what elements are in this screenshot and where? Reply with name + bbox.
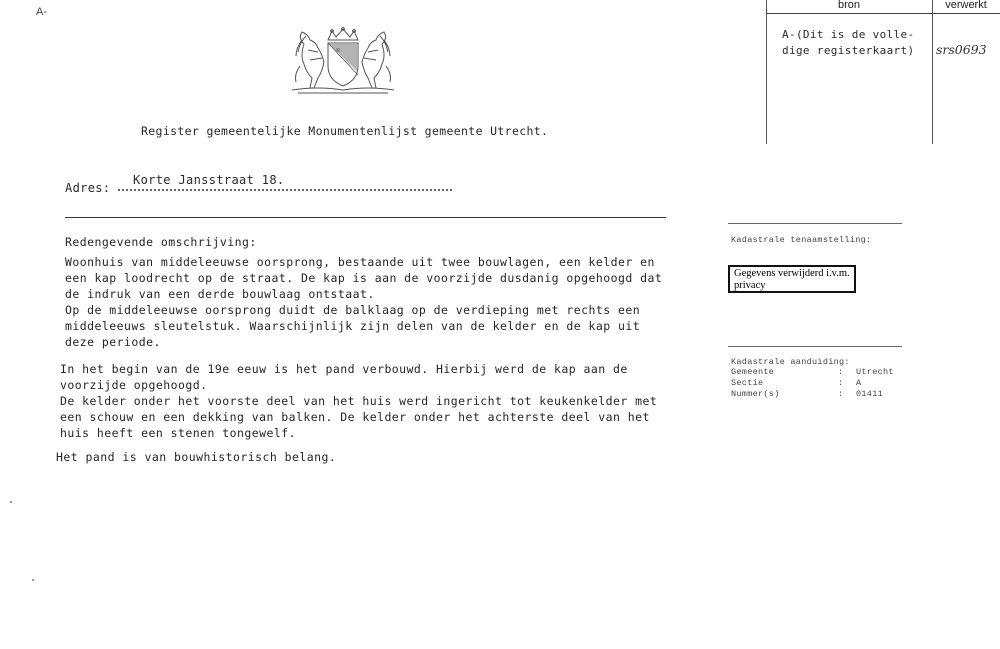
paragraph-2-line: huis heeft een stenen tongewelf. xyxy=(60,426,296,440)
cadastral-sep: : xyxy=(838,378,844,388)
paragraph-2-line: een schouw en een dekking van balken. De kelder onder het achterste deel van het xyxy=(60,410,650,424)
description-paragraph-3: Het pand is van bouwhistorisch belang. xyxy=(56,450,337,464)
utrecht-coat-of-arms-icon xyxy=(288,26,398,96)
privacy-notice: Gegevens verwijderd i.v.m. privacy xyxy=(728,265,856,293)
scan-speck xyxy=(32,579,34,581)
description-paragraph-2 xyxy=(60,361,657,441)
cadastral-designation-label: Kadastrale aanduiding: xyxy=(731,357,850,367)
paragraph-1-line: de indruk van een derde bouwlaag ontstaat. xyxy=(65,287,375,301)
paragraph-1-line: Op de middeleeuwse oorsprong duidt de balklaag op de verdieping met rechts een xyxy=(65,303,641,317)
cadastral-owner-label: Kadastrale tenaamstelling: xyxy=(731,235,872,245)
address-label: Adres: xyxy=(65,181,111,195)
paragraph-2-line: In het begin van de 19e eeuw is het pand verbouwd. Hierbij werd de kap aan de xyxy=(60,362,628,376)
bron-line-1: A-(Dit is de volle- xyxy=(782,28,915,41)
corner-mark: A- xyxy=(36,6,47,18)
paragraph-1-line: middeleeuws sleutelstuk. Waarschijnlijk zijn delen van de kelder en de kap uit xyxy=(65,319,641,333)
cadastral-sep: : xyxy=(838,367,844,377)
page-title: Register gemeentelijke Monumentenlijst gemeente Utrecht. xyxy=(141,124,549,138)
cadastral-key: Nummer(s) xyxy=(731,389,780,399)
cadastral-value: Utrecht xyxy=(856,367,894,377)
paragraph-1-line: deze periode. xyxy=(65,335,161,349)
description-paragraph-1 xyxy=(65,254,662,350)
cadastral-key: Sectie xyxy=(731,378,764,388)
cadastral-value: 01411 xyxy=(856,389,884,399)
verwerkt-header: verwerkt xyxy=(945,0,987,11)
paragraph-2-line: De kelder onder het voorste deel van het huis werd ingericht tot keukenkelder met xyxy=(60,394,658,408)
paragraph-2-line: voorzijde opgehoogd. xyxy=(60,378,208,392)
paragraph-1-line: een kap loodrecht op de straat. De kap is aan de voorzijde dusdanig opgehoogd dat xyxy=(65,271,663,285)
cadastral-sep: : xyxy=(838,389,844,399)
section-divider xyxy=(65,217,666,218)
paragraph-1-line: Woonhuis van middeleeuwse oorsprong, bestaande uit twee bouwlagen, een kelder en xyxy=(65,255,655,269)
verwerkt-value: srs0693 xyxy=(936,42,987,57)
cadastral-key: Gemeente xyxy=(731,367,775,377)
cadastral-mid-rule xyxy=(728,346,902,347)
description-heading: Redengevende omschrijving: xyxy=(65,235,257,249)
cadastral-top-rule xyxy=(728,223,902,224)
address-value: Korte Jansstraat 18. xyxy=(133,173,285,187)
cadastral-value: A xyxy=(856,378,862,388)
bron-header: bron xyxy=(837,0,861,11)
address-dotted-line xyxy=(118,187,452,191)
bron-line-2: dige registerkaart) xyxy=(782,44,915,57)
scan-speck xyxy=(10,501,12,503)
